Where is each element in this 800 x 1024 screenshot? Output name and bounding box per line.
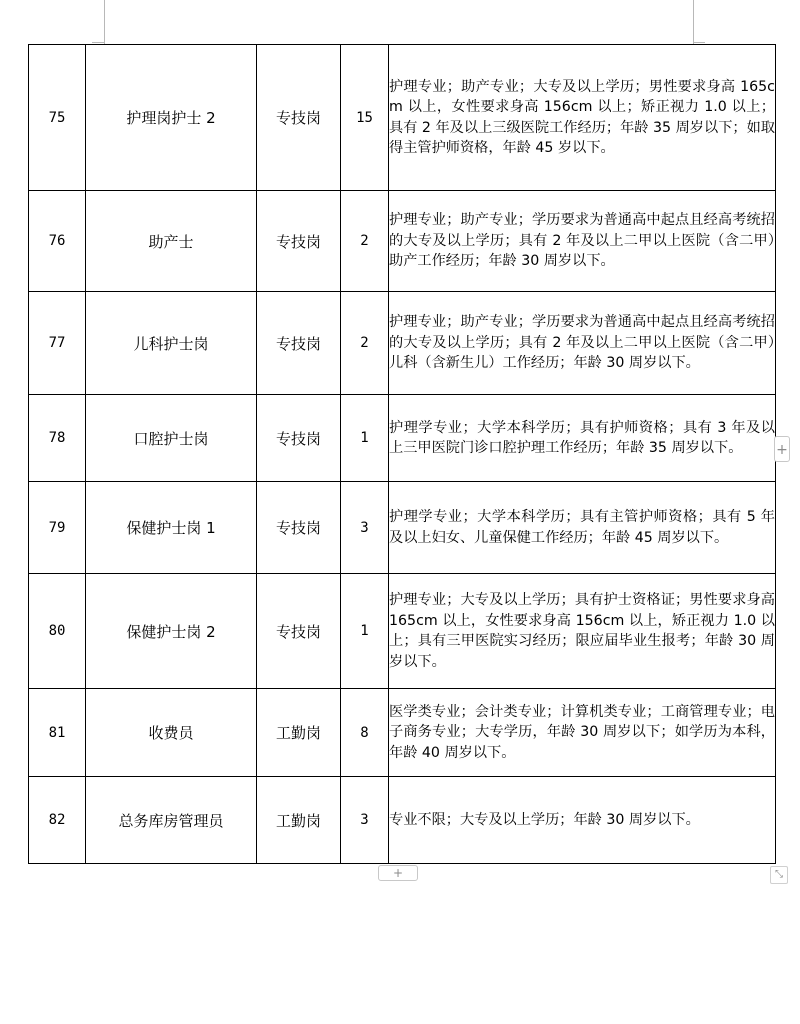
cell-number[interactable]: 78 — [29, 395, 86, 482]
cell-position-type[interactable]: 专技岗 — [257, 191, 341, 292]
cell-position-name[interactable]: 总务库房管理员 — [86, 777, 257, 864]
resize-icon: ⤡ — [775, 869, 783, 880]
position-table — [28, 44, 776, 864]
cell-position-name[interactable]: 保健护士岗 1 — [86, 482, 257, 574]
cell-position-type[interactable]: 专技岗 — [257, 292, 341, 395]
cell-headcount[interactable]: 3 — [341, 777, 389, 864]
cell-headcount[interactable]: 1 — [341, 395, 389, 482]
cell-position-name[interactable]: 儿科护士岗 — [86, 292, 257, 395]
cell-headcount[interactable]: 8 — [341, 689, 389, 777]
cell-headcount[interactable]: 15 — [341, 45, 389, 191]
table-row — [29, 191, 776, 292]
cell-position-name[interactable]: 助产士 — [86, 191, 257, 292]
cell-headcount[interactable]: 2 — [341, 191, 389, 292]
cell-position-name[interactable]: 护理岗护士 2 — [86, 45, 257, 191]
cell-position-type[interactable]: 专技岗 — [257, 45, 341, 191]
cell-position-name[interactable]: 口腔护士岗 — [86, 395, 257, 482]
cell-number[interactable]: 81 — [29, 689, 86, 777]
cell-requirement[interactable]: 护理学专业；大学本科学历；具有主管护师资格；具有 5 年及以上妇女、儿童保健工作经历；年龄 45 周岁以下。 — [389, 482, 776, 574]
cell-requirement[interactable]: 专业不限；大专及以上学历；年龄 30 周岁以下。 — [389, 777, 776, 864]
table-row — [29, 45, 776, 191]
cell-requirement[interactable]: 护理专业；大专及以上学历；具有护士资格证；男性要求身高 165cm 以上，女性要求身高 156cm 以上，矫正视力 1.0 以上；具有三甲医院实习经历；限应届毕业生报考；年龄 30 周岁以下。 — [389, 574, 776, 689]
table-row — [29, 574, 776, 689]
cell-headcount[interactable]: 3 — [341, 482, 389, 574]
cell-position-type[interactable]: 工勤岗 — [257, 777, 341, 864]
table-row — [29, 395, 776, 482]
plus-icon: + — [776, 442, 788, 458]
cell-requirement[interactable]: 护理专业；助产专业；大专及以上学历；男性要求身高 165cm 以上，女性要求身高 156cm 以上；矫正视力 1.0 以上；具有 2 年及以上三级医院工作经历；年龄 35 周岁以下；如取得主管护师资格，年龄 45 岁以下。 — [389, 45, 776, 191]
cell-number[interactable]: 77 — [29, 292, 86, 395]
table-row — [29, 482, 776, 574]
cell-position-type[interactable]: 专技岗 — [257, 395, 341, 482]
cell-number[interactable]: 76 — [29, 191, 86, 292]
page-margin-marker-left — [104, 0, 105, 44]
cell-number[interactable]: 82 — [29, 777, 86, 864]
table-row — [29, 777, 776, 864]
cell-position-type[interactable]: 专技岗 — [257, 482, 341, 574]
cell-number[interactable]: 75 — [29, 45, 86, 191]
cell-requirement[interactable]: 护理学专业；大学本科学历；具有护师资格；具有 3 年及以上三甲医院门诊口腔护理工作经历；年龄 35 周岁以下。 — [389, 395, 776, 482]
cell-position-name[interactable]: 保健护士岗 2 — [86, 574, 257, 689]
cell-headcount[interactable]: 2 — [341, 292, 389, 395]
cell-position-type[interactable]: 工勤岗 — [257, 689, 341, 777]
add-column-button[interactable] — [774, 436, 790, 462]
page-margin-marker-right — [693, 0, 694, 44]
cell-position-name[interactable]: 收费员 — [86, 689, 257, 777]
table-row — [29, 689, 776, 777]
table-resize-handle[interactable] — [770, 866, 788, 884]
cell-requirement[interactable]: 护理专业；助产专业；学历要求为普通高中起点且经高考统招的大专及以上学历；具有 2 年及以上二甲以上医院（含二甲）助产工作经历；年龄 30 周岁以下。 — [389, 191, 776, 292]
cell-position-type[interactable]: 专技岗 — [257, 574, 341, 689]
plus-icon: + — [392, 866, 404, 880]
cell-number[interactable]: 79 — [29, 482, 86, 574]
cell-headcount[interactable]: 1 — [341, 574, 389, 689]
cell-number[interactable]: 80 — [29, 574, 86, 689]
cell-requirement[interactable]: 医学类专业；会计类专业；计算机类专业；工商管理专业；电子商务专业；大专学历，年龄 30 周岁以下；如学历为本科，年龄 40 周岁以下。 — [389, 689, 776, 777]
add-row-button[interactable] — [378, 865, 418, 881]
cell-requirement[interactable]: 护理专业；助产专业；学历要求为普通高中起点且经高考统招的大专及以上学历；具有 2 年及以上二甲以上医院（含二甲）儿科（含新生儿）工作经历；年龄 30 周岁以下。 — [389, 292, 776, 395]
table-row — [29, 292, 776, 395]
